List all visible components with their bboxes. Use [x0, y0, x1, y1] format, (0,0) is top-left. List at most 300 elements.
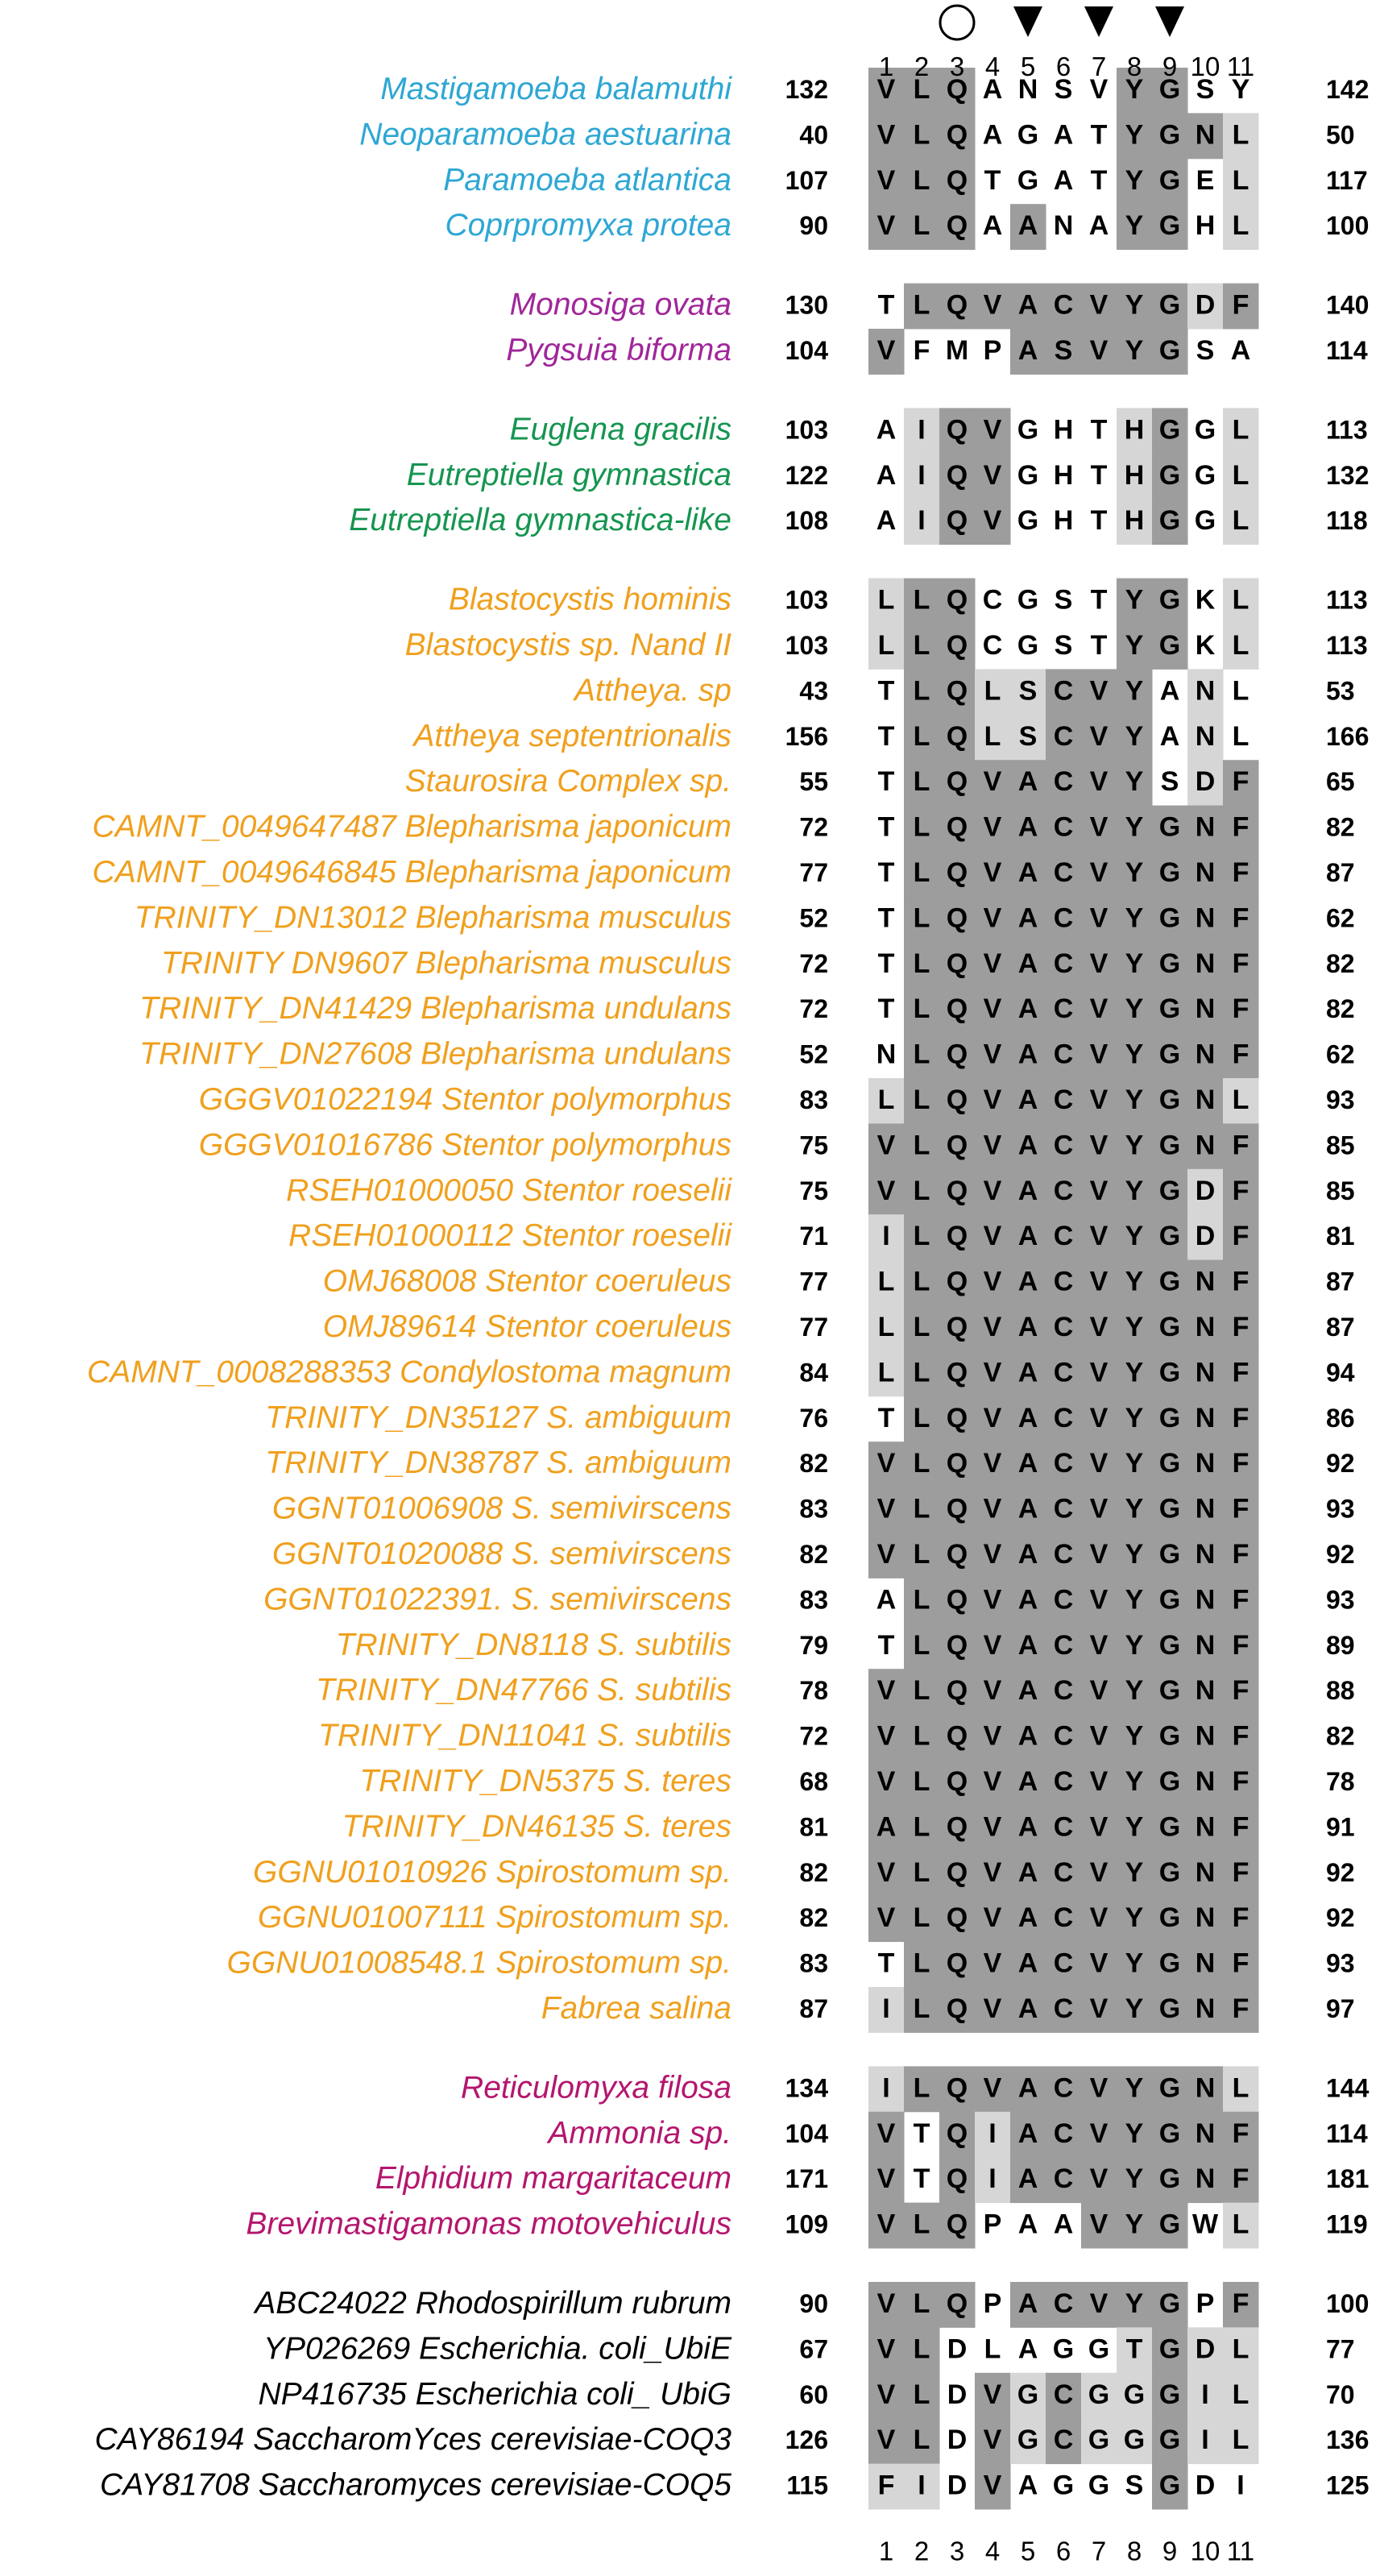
residue: L	[913, 1130, 930, 1161]
sequence-label: GGNU01008548.1 Spirostomum sp.	[226, 1945, 731, 1981]
start-position: 107	[785, 165, 828, 195]
end-position: 114	[1326, 336, 1368, 365]
residue: D	[1195, 2470, 1216, 2501]
end-position: 70	[1326, 2379, 1355, 2409]
residue: L	[913, 630, 930, 661]
residue: Y	[1125, 289, 1144, 321]
residue: H	[1053, 459, 1074, 491]
residue: V	[1089, 1357, 1109, 1388]
residue: A	[876, 1811, 897, 1843]
start-position: 72	[799, 948, 828, 978]
residue: V	[1089, 902, 1109, 934]
residue: F	[1232, 1629, 1249, 1661]
residue: Q	[946, 164, 968, 196]
end-position: 85	[1326, 1130, 1355, 1160]
residue: Q	[946, 2288, 968, 2319]
residue: Q	[946, 1266, 968, 1297]
residue: H	[1053, 505, 1074, 537]
column-number-bottom: 4	[984, 2536, 1001, 2566]
residue: N	[1195, 1312, 1216, 1342]
residue: C	[1053, 1584, 1074, 1616]
sequence-label: Ammonia sp.	[548, 2115, 731, 2151]
sequence-label: Blastocystis sp. Nand II	[404, 628, 731, 662]
end-position: 92	[1326, 1903, 1355, 1933]
residue: N	[1195, 1539, 1216, 1570]
residue: Y	[1125, 902, 1144, 934]
residue: N	[1195, 2163, 1216, 2195]
residue: T	[877, 720, 895, 752]
residue: Q	[946, 993, 968, 1025]
residue: F	[1232, 2163, 1249, 2195]
residue: V	[1089, 1175, 1109, 1206]
residue: V	[983, 902, 1002, 934]
residue: Y	[1125, 1130, 1144, 1161]
sequence-label: TRINITY_DN47766 S. subtilis	[316, 1673, 731, 1708]
residue: F	[1232, 1312, 1249, 1342]
residue: G	[1158, 1357, 1181, 1388]
residue: F	[1232, 1130, 1249, 1161]
residue: A	[1017, 1629, 1038, 1661]
residue: A	[1017, 766, 1038, 798]
residue: A	[1017, 1720, 1038, 1752]
residue: F	[1232, 857, 1249, 888]
end-position: 136	[1326, 2425, 1370, 2455]
start-position: 83	[799, 1085, 828, 1114]
start-position: 77	[799, 1267, 828, 1296]
triangle-down-icon	[1155, 6, 1184, 37]
residue: D	[1195, 2333, 1216, 2365]
sequence-label: Monosiga ovata	[509, 287, 731, 322]
residue: G	[1158, 2209, 1181, 2240]
end-position: 82	[1326, 812, 1355, 842]
start-position: 83	[799, 1585, 828, 1615]
residue: N	[1195, 811, 1216, 843]
start-position: 78	[799, 1676, 828, 1706]
residue: T	[984, 164, 1001, 196]
residue: Y	[1125, 2288, 1144, 2319]
residue: G	[1158, 857, 1181, 888]
residue: G	[1158, 1584, 1181, 1616]
residue: Q	[946, 2209, 968, 2240]
residue: G	[1017, 119, 1039, 151]
residue: C	[1053, 2163, 1074, 2195]
residue: F	[1232, 1902, 1249, 1934]
residue: F	[1232, 1266, 1249, 1297]
residue: G	[1052, 2470, 1075, 2501]
residue: C	[1053, 1357, 1074, 1388]
sequence-label: OMJ89614 Stentor coeruleus	[322, 1309, 731, 1344]
residue: V	[876, 1493, 896, 1524]
residue: L	[1232, 2425, 1249, 2456]
residue: T	[1090, 164, 1108, 196]
residue: L	[913, 1629, 930, 1661]
residue: N	[1195, 1902, 1216, 1934]
residue: V	[1089, 2163, 1109, 2195]
residue: V	[983, 1448, 1002, 1479]
residue: L	[913, 766, 930, 798]
residue: L	[984, 720, 1001, 752]
residue: V	[1089, 2072, 1109, 2104]
residue: Q	[946, 1493, 968, 1524]
residue: F	[1232, 948, 1249, 979]
residue: L	[913, 811, 930, 843]
residue: L	[913, 210, 930, 242]
residue: L	[913, 119, 930, 151]
residue: L	[913, 1948, 930, 1979]
residue: C	[1053, 720, 1074, 752]
end-position: 119	[1326, 2209, 1368, 2239]
residue: I	[882, 2072, 890, 2104]
residue: L	[913, 675, 930, 707]
residue: V	[983, 993, 1002, 1025]
residue: Q	[946, 1130, 968, 1161]
start-position: 83	[799, 1948, 828, 1978]
residue: D	[1195, 289, 1216, 321]
residue: C	[1053, 675, 1074, 707]
sequence-label: CAMNT_0008288353 Condylostoma magnum	[87, 1354, 731, 1390]
residue: V	[983, 1539, 1002, 1570]
residue: C	[1053, 766, 1074, 798]
residue: D	[947, 2425, 968, 2456]
residue: Y	[1125, 1948, 1144, 1979]
start-position: 72	[799, 1721, 828, 1751]
sequence-label: CAMNT_0049646845 Blepharisma japonicum	[92, 855, 731, 890]
start-position: 87	[799, 1994, 828, 2023]
residue: G	[1158, 2118, 1181, 2149]
residue: Q	[946, 675, 968, 707]
residue: Q	[946, 948, 968, 979]
sequence-label: GGNU01007111 Spirostomum sp.	[257, 1900, 731, 1935]
sequence-label: Coprpromyxa protea	[445, 208, 731, 243]
sequence-label: TRINITY_DN46135 S. teres	[342, 1809, 731, 1844]
residue: V	[983, 1811, 1002, 1843]
start-position: 109	[785, 2209, 828, 2239]
residue: C	[1053, 1902, 1074, 1934]
residue: V	[876, 1448, 896, 1479]
residue: F	[1232, 1720, 1249, 1752]
residue: N	[1195, 948, 1216, 979]
residue: A	[1017, 1993, 1038, 2024]
residue: G	[1088, 2379, 1110, 2410]
residue: L	[913, 1175, 930, 1206]
residue: F	[1232, 766, 1249, 798]
residue: V	[983, 1312, 1002, 1342]
residue: V	[983, 766, 1002, 798]
residue: G	[1158, 1493, 1181, 1524]
end-position: 92	[1326, 1449, 1355, 1479]
residue: G	[1158, 811, 1181, 843]
residue: N	[1195, 857, 1216, 888]
residue: K	[1195, 630, 1216, 661]
start-position: 52	[799, 1039, 828, 1069]
residue: T	[877, 1948, 895, 1979]
residue: G	[1017, 505, 1039, 537]
residue: C	[1053, 1675, 1074, 1707]
residue: Y	[1125, 2118, 1144, 2149]
residue: V	[983, 1175, 1002, 1206]
end-position: 87	[1326, 1267, 1355, 1296]
residue: G	[1158, 993, 1181, 1025]
residue: F	[1232, 1402, 1249, 1433]
residue: G	[1158, 1811, 1181, 1843]
residue: Q	[946, 289, 968, 321]
residue: G	[1123, 2379, 1146, 2410]
residue: T	[877, 948, 895, 979]
residue: G	[1088, 2425, 1110, 2456]
residue: V	[876, 2379, 896, 2410]
residue: Q	[946, 1993, 968, 2024]
residue: A	[1017, 2209, 1038, 2240]
start-position: 115	[786, 2470, 828, 2500]
residue: L	[1232, 630, 1249, 661]
end-position: 100	[1326, 211, 1370, 241]
residue: V	[1089, 857, 1109, 888]
residue: V	[876, 1856, 896, 1888]
residue: H	[1124, 414, 1145, 446]
residue: V	[876, 335, 896, 366]
residue: A	[1017, 2072, 1038, 2104]
residue: Y	[1125, 630, 1144, 661]
residue: Y	[1125, 1357, 1144, 1388]
start-position: 40	[799, 120, 828, 150]
residue: N	[1195, 993, 1216, 1025]
residue: V	[983, 2425, 1002, 2456]
residue: I	[988, 2118, 997, 2149]
end-position: 113	[1326, 631, 1368, 660]
residue: N	[1195, 1130, 1216, 1161]
residue: C	[1053, 1766, 1074, 1797]
column-number-top: 4	[984, 52, 1001, 81]
column-number-top: 5	[1020, 52, 1036, 81]
start-position: 72	[799, 812, 828, 842]
sequence-label: GGNT01022391. S. semivirscens	[263, 1582, 731, 1617]
residue: L	[913, 1584, 930, 1616]
residue: N	[1195, 1720, 1216, 1752]
residue: Q	[946, 1720, 968, 1752]
end-position: 93	[1326, 1494, 1355, 1524]
start-position: 43	[799, 676, 828, 706]
start-position: 72	[799, 994, 828, 1024]
residue: Y	[1125, 1675, 1144, 1707]
residue: L	[1232, 584, 1249, 616]
residue: N	[1195, 720, 1216, 752]
residue: V	[983, 1039, 1002, 1070]
sequence-label: Neoparamoeba aestuarina	[359, 117, 731, 152]
residue: V	[876, 2425, 896, 2456]
residue: G	[1158, 1312, 1181, 1342]
residue: C	[1053, 1266, 1074, 1297]
sequence-label: TRINITY_DN35127 S. ambiguum	[265, 1400, 731, 1435]
residue: Y	[1125, 119, 1144, 151]
circle-icon	[940, 6, 974, 39]
residue: I	[882, 1993, 890, 2024]
residue: V	[983, 1766, 1002, 1797]
end-position: 118	[1326, 506, 1368, 536]
residue: C	[1053, 2072, 1074, 2104]
residue: N	[1195, 675, 1216, 707]
residue: A	[1017, 1039, 1038, 1070]
start-position: 55	[799, 767, 828, 797]
residue: Q	[946, 1584, 968, 1616]
residue: T	[877, 289, 895, 321]
residue: V	[1089, 675, 1109, 707]
column-number-bottom: 10	[1190, 2536, 1220, 2566]
residue: Q	[946, 1675, 968, 1707]
residue: A	[1017, 811, 1038, 843]
residue: V	[1089, 1221, 1109, 1252]
end-position: 100	[1326, 2289, 1370, 2318]
residue: L	[1232, 2209, 1249, 2240]
residue: F	[1232, 2288, 1249, 2319]
residue: C	[982, 584, 1003, 616]
end-position: 92	[1326, 1540, 1355, 1569]
residue: G	[1017, 459, 1039, 491]
residue: Q	[946, 74, 968, 105]
sequence-label: CAMNT_0049647487 Blepharisma japonicum	[92, 809, 731, 844]
residue: T	[1125, 2333, 1143, 2365]
residue: Y	[1125, 1902, 1144, 1934]
residue: Y	[1125, 1175, 1144, 1206]
residue: L	[913, 1357, 930, 1388]
residue: A	[1017, 1402, 1038, 1433]
residue: Y	[1125, 1720, 1144, 1752]
residue: N	[1195, 1493, 1216, 1524]
end-position: 166	[1326, 721, 1370, 751]
column-number-bottom: 7	[1091, 2536, 1107, 2566]
residue: D	[947, 2470, 968, 2501]
residue: V	[983, 1130, 1002, 1161]
residue: A	[1017, 1448, 1038, 1479]
sequence-label: GGNT01020088 S. semivirscens	[271, 1537, 731, 1571]
residue: G	[1158, 2288, 1181, 2319]
column-number-top: 2	[914, 52, 930, 81]
sequence-label: Attheya septentrionalis	[413, 718, 731, 753]
residue: G	[1088, 2333, 1110, 2365]
residue: T	[877, 1402, 895, 1433]
residue: L	[1232, 2072, 1249, 2104]
residue: L	[913, 1266, 930, 1297]
residue: T	[1090, 119, 1108, 151]
residue: N	[1195, 902, 1216, 934]
residue: Y	[1125, 584, 1144, 616]
residue: L	[913, 1221, 930, 1252]
residue: Y	[1125, 1629, 1144, 1661]
residue: L	[913, 1811, 930, 1843]
residue: A	[1017, 1675, 1038, 1707]
end-position: 82	[1326, 1721, 1355, 1751]
residue: V	[983, 414, 1002, 446]
residue: V	[983, 1948, 1002, 1979]
residue: C	[1053, 1448, 1074, 1479]
residue: Y	[1125, 2209, 1144, 2240]
residue: C	[1053, 1175, 1074, 1206]
start-position: 82	[799, 1449, 828, 1479]
residue: V	[983, 289, 1002, 321]
residue: V	[983, 1902, 1002, 1934]
residue: Y	[1125, 1312, 1144, 1342]
residue: P	[983, 335, 1002, 366]
residue: S	[1054, 584, 1073, 616]
sequence-label: Pygsuia biforma	[506, 333, 731, 367]
residue: C	[1053, 948, 1074, 979]
residue: V	[876, 1175, 896, 1206]
residue: L	[913, 1402, 930, 1433]
residue: A	[1017, 902, 1038, 934]
end-position: 92	[1326, 1857, 1355, 1887]
residue: V	[876, 164, 896, 196]
residue: Q	[946, 857, 968, 888]
column-number-top: 9	[1162, 52, 1178, 81]
end-position: 82	[1326, 948, 1355, 978]
residue: C	[1053, 1948, 1074, 1979]
residue: Y	[1125, 1993, 1144, 2024]
residue: A	[1017, 948, 1038, 979]
residue: Q	[946, 2072, 968, 2104]
end-position: 113	[1326, 585, 1368, 615]
residue: N	[1195, 1766, 1216, 1797]
residue: V	[876, 1766, 896, 1797]
start-position: 68	[799, 1767, 828, 1796]
residue: L	[913, 1856, 930, 1888]
residue: F	[1232, 902, 1249, 934]
residue: T	[1090, 459, 1108, 491]
residue: V	[1089, 1902, 1109, 1934]
sequence-label: CAY81708 Saccharomyces cerevisiae-COQ5	[100, 2467, 731, 2503]
residue: G	[1158, 1902, 1181, 1934]
residue: C	[1053, 1221, 1074, 1252]
residue: V	[1089, 766, 1109, 798]
residue: N	[1195, 1948, 1216, 1979]
residue: V	[1089, 1539, 1109, 1570]
residue: S	[1054, 630, 1073, 661]
residue: Y	[1125, 720, 1144, 752]
residue: Q	[946, 1902, 968, 1934]
start-position: 130	[785, 290, 828, 320]
residue: V	[1089, 1811, 1109, 1843]
residue: F	[1232, 811, 1249, 843]
residue: G	[1158, 902, 1181, 934]
residue: L	[913, 1312, 930, 1342]
column-number-bottom: 9	[1162, 2536, 1178, 2566]
residue: G	[1088, 2470, 1110, 2501]
residue: L	[913, 948, 930, 979]
residue: A	[1017, 993, 1038, 1025]
residue: Q	[946, 505, 968, 537]
residue: A	[1017, 289, 1038, 321]
residue: V	[1089, 289, 1109, 321]
residue: L	[913, 2425, 930, 2456]
end-position: 142	[1326, 75, 1370, 104]
residue: L	[877, 1085, 895, 1115]
residue: L	[1232, 505, 1249, 537]
start-position: 103	[785, 415, 828, 445]
sequence-label: Brevimastigamonas motovehiculus	[246, 2206, 731, 2242]
residue: Y	[1125, 210, 1144, 242]
residue: C	[1053, 1085, 1074, 1115]
residue: N	[1195, 1039, 1216, 1070]
residue: A	[1053, 119, 1074, 151]
residue: C	[1053, 1312, 1074, 1342]
residue: A	[1230, 335, 1251, 366]
residue: G	[1123, 2425, 1146, 2456]
residue: G	[1017, 2425, 1039, 2456]
column-number-bottom: 8	[1126, 2536, 1142, 2566]
residue: V	[1089, 2209, 1109, 2240]
residue: Y	[1125, 675, 1144, 707]
start-position: 82	[799, 1857, 828, 1887]
residue: Q	[946, 459, 968, 491]
end-position: 125	[1326, 2470, 1370, 2500]
